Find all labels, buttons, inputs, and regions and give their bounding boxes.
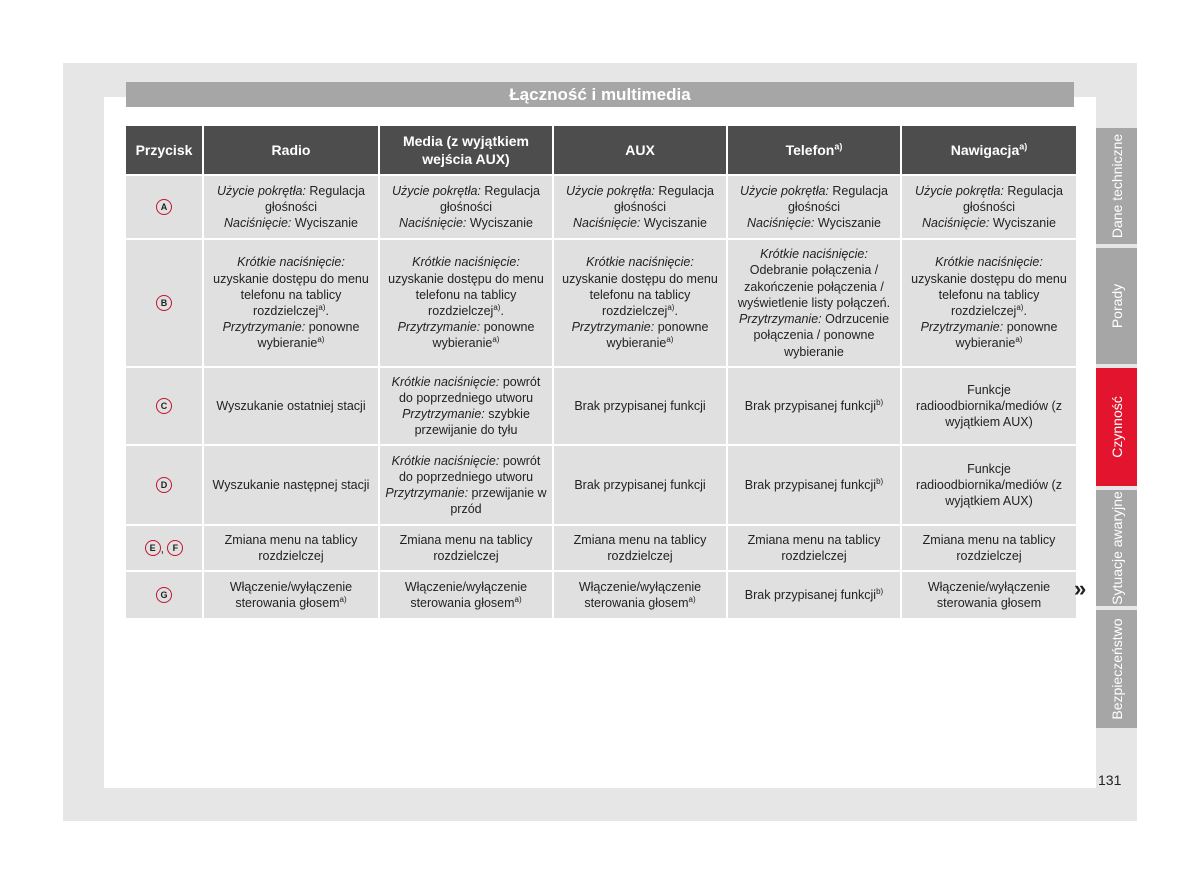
table-row: [126, 368, 1076, 444]
cell-text: Włączenie/wyłączenie sterowania głosem: [229, 579, 353, 610]
action-label: Użycie pokrętła:: [739, 183, 829, 198]
cell-text: .: [674, 304, 678, 318]
action-label: Naciśnięcie:: [747, 216, 815, 231]
action-label: Krótkie naciśnięcie:: [412, 255, 520, 270]
header-nawigacja: Nawigacja$^{a)}$: [902, 126, 1076, 174]
footnote-marker: b): [876, 586, 884, 596]
cell-text: przewijanie w przód: [450, 486, 547, 517]
cell-text: ponowne wybieranie: [257, 320, 360, 351]
footnote-marker: a): [666, 335, 674, 345]
action-label: Użycie pokrętła:: [391, 183, 481, 198]
cell-text: powrót do poprzedniego utworu: [398, 374, 541, 405]
cell-text: Brak przypisanej funkcji: [744, 477, 877, 492]
header-aux: AUX: [554, 126, 726, 174]
cell-text: Wyciszanie: [989, 216, 1056, 231]
cell-text: uzyskanie dostępu do menu telefonu na tablicy rozdzielczej: [388, 271, 544, 318]
footnote-marker: a): [1015, 335, 1023, 345]
cell-text: uzyskanie dostępu do menu telefonu na tablicy rozdzielczej: [213, 271, 369, 318]
cell-text: Wyszukanie następnej stacji: [212, 477, 370, 492]
cell-text: Regulacja głośności: [613, 183, 714, 214]
button-marker-icon: G: [156, 587, 172, 603]
button-key-cell: [126, 526, 202, 570]
cell-text: Regulacja głośności: [962, 183, 1063, 214]
footnote-marker: a): [1016, 302, 1024, 312]
function-cell: [204, 176, 378, 238]
action-label: Naciśnięcie:: [224, 216, 292, 231]
action-label: Przytrzymanie:: [920, 320, 1004, 335]
cell-text: Regulacja głośności: [787, 183, 888, 214]
cell-text: Zmiana menu na tablicy rozdzielczej: [573, 532, 707, 563]
cell-text: Wyciszanie: [466, 216, 533, 231]
function-cell: [380, 446, 552, 524]
action-label: Naciśnięcie:: [573, 216, 641, 231]
action-label: Przytrzymanie:: [738, 312, 822, 327]
tab-porady[interactable]: Porady: [1096, 248, 1137, 364]
function-cell: [902, 526, 1076, 570]
function-cell: [554, 240, 726, 366]
action-label: Przytrzymanie:: [397, 320, 481, 335]
cell-text: Regulacja głośności: [439, 183, 540, 214]
table-row: [126, 526, 1076, 570]
function-cell: [380, 368, 552, 444]
function-cell: [204, 526, 378, 570]
cell-text: Zmiana menu na tablicy rozdzielczej: [747, 532, 881, 563]
action-label: Przytrzymanie:: [222, 320, 306, 335]
button-marker-icon: C: [156, 398, 172, 414]
action-label: Naciśnięcie:: [399, 216, 467, 231]
tab-bezpieczenstwo[interactable]: Bezpieczeństwo: [1096, 610, 1137, 728]
cell-text: Funkcje radioodbiornika/mediów (z wyjątkiem AUX): [916, 461, 1062, 509]
tab-sytuacje-awaryjne[interactable]: Sytuacje awaryjne: [1096, 490, 1137, 606]
footnote-marker: b): [876, 397, 884, 407]
function-cell: [554, 446, 726, 524]
function-cell: [728, 368, 900, 444]
cell-text: ponowne wybieranie: [955, 320, 1058, 351]
action-label: Użycie pokrętła:: [216, 183, 306, 198]
footnote-marker: a): [318, 302, 326, 312]
cell-text: Odrzucenie połączenia / ponowne wybieranie: [753, 312, 890, 359]
function-cell: [902, 176, 1076, 238]
function-cell: [554, 176, 726, 238]
footnote-marker: a): [1019, 141, 1028, 152]
table-row: [126, 240, 1076, 366]
function-cell: [380, 572, 552, 618]
button-marker-icon: D: [156, 477, 172, 493]
key-separator: ,: [160, 541, 168, 556]
footnote-marker: a): [667, 302, 675, 312]
footnote-marker: a): [317, 335, 325, 345]
table-header-row: [126, 126, 1076, 174]
section-title: Łączność i multimedia: [126, 82, 1074, 107]
cell-text: ponowne wybieranie: [432, 320, 535, 351]
function-cell: [554, 572, 726, 618]
cell-text: Zmiana menu na tablicy rozdzielczej: [224, 532, 358, 563]
header-telefon: Telefon$^{a)}$: [728, 126, 900, 174]
continue-chevron-icon: »: [1074, 576, 1087, 601]
footnote-marker: a): [492, 335, 500, 345]
action-label: Krótkie naciśnięcie:: [586, 255, 694, 270]
footnote-marker: b): [876, 476, 884, 486]
action-label: Krótkie naciśnięcie:: [391, 374, 500, 389]
function-cell: [554, 526, 726, 570]
function-cell: [204, 572, 378, 618]
function-cell: [728, 446, 900, 524]
cell-text: .: [500, 304, 504, 318]
cell-text: Brak przypisanej funkcji: [574, 398, 706, 413]
tab-dane-techniczne[interactable]: Dane techniczne: [1096, 128, 1137, 244]
button-marker-icon: B: [156, 295, 172, 311]
cell-text: ponowne wybieranie: [606, 320, 709, 351]
header-media: Media (z wyjątkiem wejścia AUX): [380, 126, 552, 174]
cell-text: Regulacja głośności: [264, 183, 365, 214]
table-row: [126, 572, 1076, 618]
table-row: [126, 176, 1076, 238]
cell-text: Zmiana menu na tablicy rozdzielczej: [922, 532, 1056, 563]
button-marker-icon: F: [167, 540, 183, 556]
tab-czynnosc[interactable]: Czynność: [1096, 368, 1137, 486]
function-cell: [204, 368, 378, 444]
action-label: Przytrzymanie:: [571, 320, 655, 335]
function-cell: [204, 240, 378, 366]
function-cell: [728, 572, 900, 618]
function-cell: [902, 446, 1076, 524]
action-label: Użycie pokrętła:: [565, 183, 655, 198]
button-marker-icon: E: [145, 540, 161, 556]
action-label: Przytrzymanie:: [402, 407, 485, 421]
action-label: Krótkie naciśnięcie:: [391, 453, 500, 468]
cell-text: .: [325, 304, 329, 318]
function-cell: [728, 240, 900, 366]
cell-text: Odebranie połączenia / zakończenie połączenia / wyświetlenie listy połączeń.: [737, 263, 891, 310]
function-cell: [204, 446, 378, 524]
cell-text: Wyciszanie: [814, 216, 881, 231]
function-cell: [728, 526, 900, 570]
function-cell: [554, 368, 726, 444]
cell-text: Funkcje radioodbiornika/mediów (z wyjątkiem AUX): [916, 382, 1062, 430]
function-table: [124, 124, 1078, 620]
footnote-marker: a): [339, 594, 347, 604]
footnote-marker: a): [514, 594, 522, 604]
cell-text: Brak przypisanej funkcji: [744, 398, 877, 413]
function-cell: [902, 240, 1076, 366]
action-label: Krótkie naciśnięcie:: [237, 255, 345, 270]
cell-text: Zmiana menu na tablicy rozdzielczej: [399, 532, 533, 563]
function-cell: [728, 176, 900, 238]
footnote-marker: a): [493, 302, 501, 312]
cell-text: Wyszukanie ostatniej stacji: [216, 398, 366, 413]
footnote-marker: a): [688, 594, 696, 604]
function-cell: [902, 368, 1076, 444]
action-label: Krótkie naciśnięcie:: [935, 255, 1043, 270]
footnote-marker: a): [834, 141, 843, 152]
action-label: Krótkie naciśnięcie:: [760, 247, 868, 262]
cell-text: szybkie przewijanie do tyłu: [414, 407, 530, 438]
action-label: Użycie pokrętła:: [914, 183, 1004, 198]
cell-text: powrót do poprzedniego utworu: [398, 453, 541, 484]
action-label: Naciśnięcie:: [922, 216, 990, 231]
function-cell: [380, 240, 552, 366]
table-row: [126, 446, 1076, 524]
cell-text: uzyskanie dostępu do menu telefonu na tablicy rozdzielczej: [911, 271, 1067, 318]
function-cell: [902, 572, 1076, 618]
button-key-cell: [126, 368, 202, 444]
cell-text: Włączenie/wyłączenie sterowania głosem: [404, 579, 528, 610]
cell-text: .: [1023, 304, 1027, 318]
header-radio: Radio: [204, 126, 378, 174]
button-key-cell: [126, 240, 202, 366]
header-przycisk: Przycisk: [126, 126, 202, 174]
cell-text: Wyciszanie: [291, 216, 358, 231]
cell-text: Brak przypisanej funkcji: [574, 477, 706, 492]
button-key-cell: [126, 176, 202, 238]
function-cell: [380, 176, 552, 238]
button-marker-icon: A: [156, 199, 172, 215]
page-number: 131: [1098, 772, 1122, 788]
cell-text: Brak przypisanej funkcji: [744, 587, 877, 602]
cell-text: Włączenie/wyłączenie sterowania głosem: [578, 579, 702, 610]
button-key-cell: [126, 572, 202, 618]
function-cell: [380, 526, 552, 570]
cell-text: uzyskanie dostępu do menu telefonu na tablicy rozdzielczej: [562, 271, 718, 318]
button-key-cell: [126, 446, 202, 524]
cell-text: Włączenie/wyłączenie sterowania głosem: [927, 579, 1051, 610]
cell-text: Wyciszanie: [640, 216, 707, 231]
action-label: Przytrzymanie:: [385, 486, 469, 500]
